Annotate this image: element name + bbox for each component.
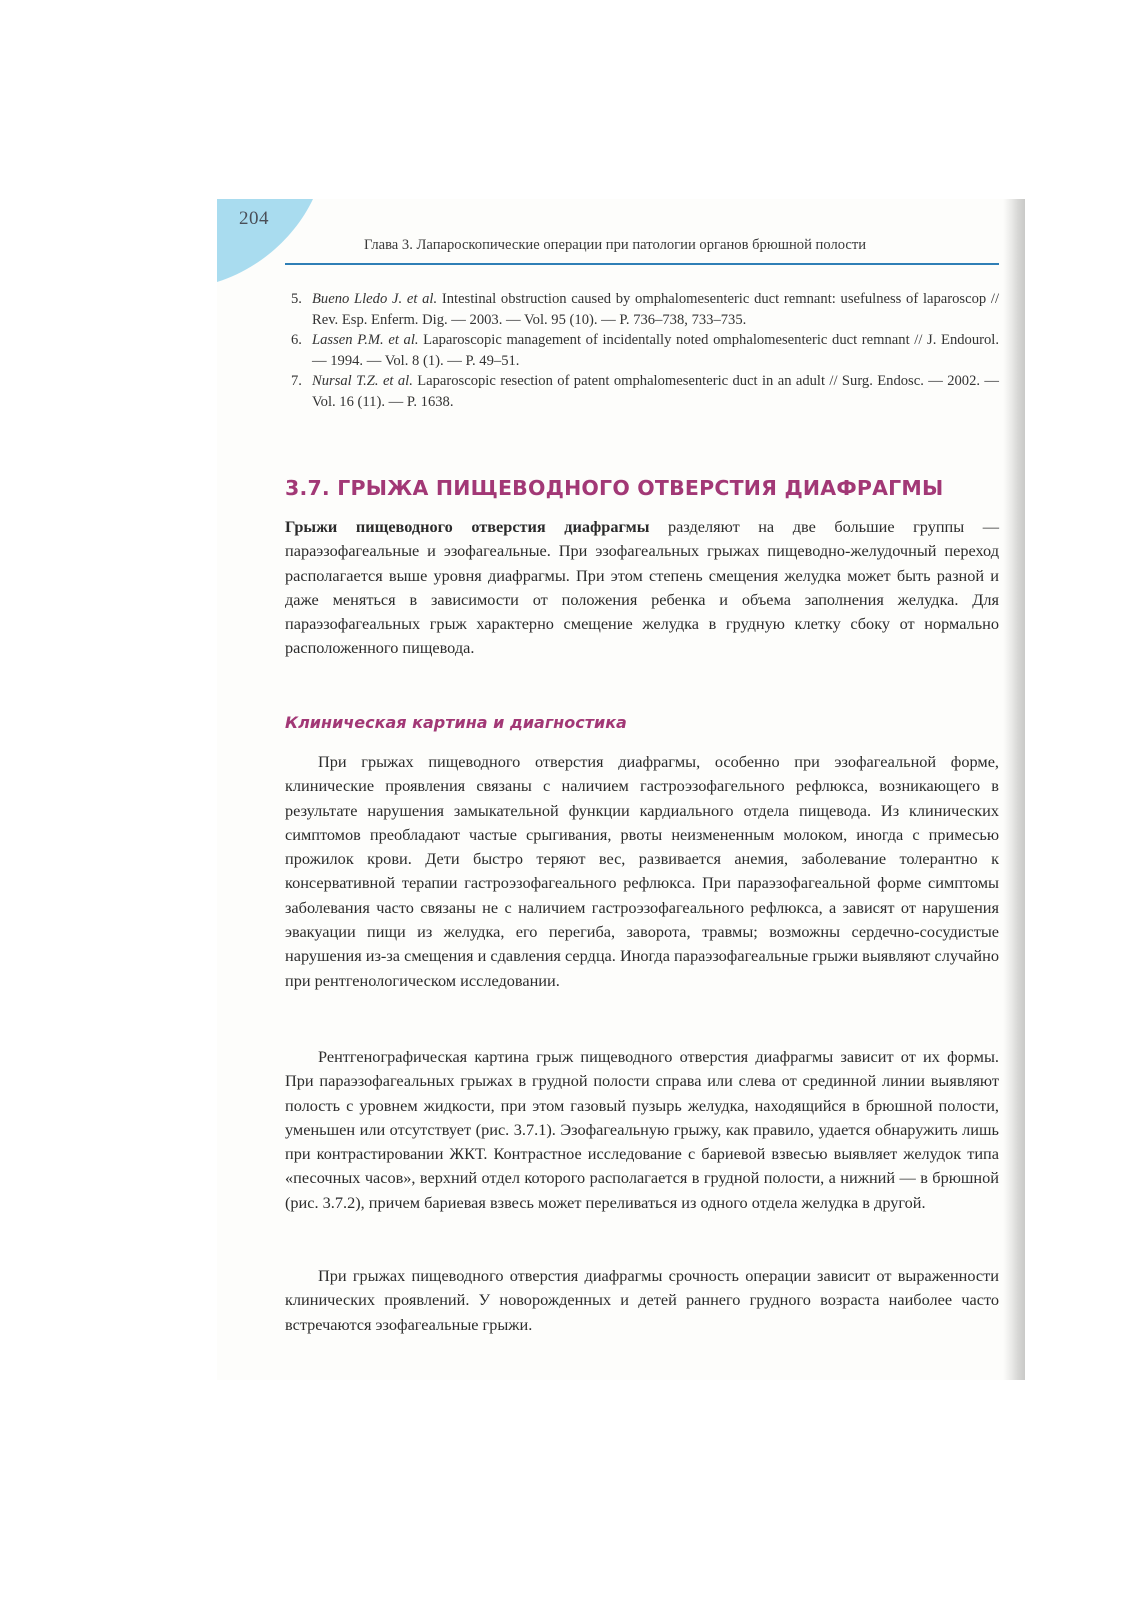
reference-number: 5. [291, 291, 302, 307]
section-title: 3.7. ГРЫЖА ПИЩЕВОДНОГО ОТВЕРСТИЯ ДИАФРАГМЫ [285, 476, 944, 500]
reference-text: Laparoscopic resection of patent omphalomesenteric duct in an adult // Surg. Endosc. — 2002. — Vol. 16 (11). — P. 1638. [312, 373, 999, 410]
header-rule [285, 263, 999, 265]
reference-text: Laparoscopic management of incidentally noted omphalomesenteric duct remnant // J. Endourol. — 1994. — Vol. 8 (1). — P. 49–51. [312, 332, 999, 369]
intro-paragraph [285, 515, 999, 661]
reference-item [291, 330, 999, 371]
reference-list [291, 289, 999, 412]
reference-text: Intestinal obstruction caused by omphalomesenteric duct remnant: usefulness of laparoscop // Rev. Esp. Enferm. Dig. — 2003. — Vol. 95 (10). — P. 736–738, 733–735. [312, 291, 1000, 328]
reference-author: Bueno Lledo J. et al. [312, 291, 438, 307]
body-paragraph: При грыжах пищеводного отверстия диафрагмы срочность операции зависит от выраженности клинических проявлений. У новорожденных и детей раннего грудного возраста наиболее часто встречаются эзофагеальные грыжи. [285, 1266, 999, 1334]
reference-author: Nursal T.Z. et al. [312, 373, 413, 389]
running-head: Глава 3. Лапароскопические операции при патологии органов брюшной полости [364, 237, 867, 253]
intro-text: разделяют на две большие группы — параэзофагеальные и эзофагеальные. При эзофагеальных грыжах пищеводно-желудочный переход располагается выше уровня диафрагмы. При этом степень смещения желудка может быть разной и даже меняться в зависимости от положения ребенка и объема заполнения желудка. Для параэзофагеальных грыж характерно смещение желудка в грудную клетку сбоку от нормально расположенного пищевода. [285, 517, 1000, 658]
body-paragraph: При грыжах пищеводного отверстия диафрагмы, особенно при эзофагеальной форме, клинические проявления связаны с наличием гастроэзофагельного рефлюкса, возникающего в результате нарушения замыкательной функции кардиального отдела пищевода. Из клинических симптомов преобладают частые срыгивания, рвоты неизмененным молоком, иногда с примесью прожилок крови. Дети быстро теряют вес, развивается анемия, заболевание толерантно к консервативной терапии гастроэзофагеального рефлюкса. При параэзофагеальной форме симптомы заболевания часто связаны не с наличием гастроэзофагеального рефлюкса, а зависят от нарушения эвакуации пищи из желудка, его перегиба, заворота, травмы; возможны сердечно-сосудистые нарушения из-за смещения и сдавления сердца. Иногда параэзофагеальные грыжи выявляют случайно при рентгенологическом исследовании. [285, 752, 999, 990]
reference-author: Lassen P.M. et al. [312, 332, 419, 348]
intro-term: Грыжи пищеводного отверстия диафрагмы [285, 517, 650, 536]
body-paragraph: Рентгенографическая картина грыж пищеводного отверстия диафрагмы зависит от их формы. При параэзофагеальных грыжах в грудной полости справа или слева от срединной линии выявляют полость с уровнем жидкости, при этом газовый пузырь желудка, находящийся в брюшной полости, уменьшен или отсутствует (рис. 3.7.1). Эзофагеальную грыжу, как правило, удается обнаружить лишь при контрастировании ЖКТ. Контрастное исследование с бариевой взвесью выявляет желудок типа «песочных часов», верхний отдел которого располагается в грудной полости, а нижний — в брюшной (рис. 3.7.2), причем бариевая взвесь может переливаться из одного отдела желудка в другой. [285, 1047, 999, 1212]
reference-number: 6. [291, 332, 302, 348]
subsection-heading: Клиническая картина и диагностика [285, 713, 627, 732]
reference-number: 7. [291, 373, 302, 389]
page-edge-shadow [1003, 199, 1025, 1380]
page-number: 204 [239, 208, 269, 229]
reference-item [291, 289, 999, 330]
reference-item [291, 371, 999, 412]
